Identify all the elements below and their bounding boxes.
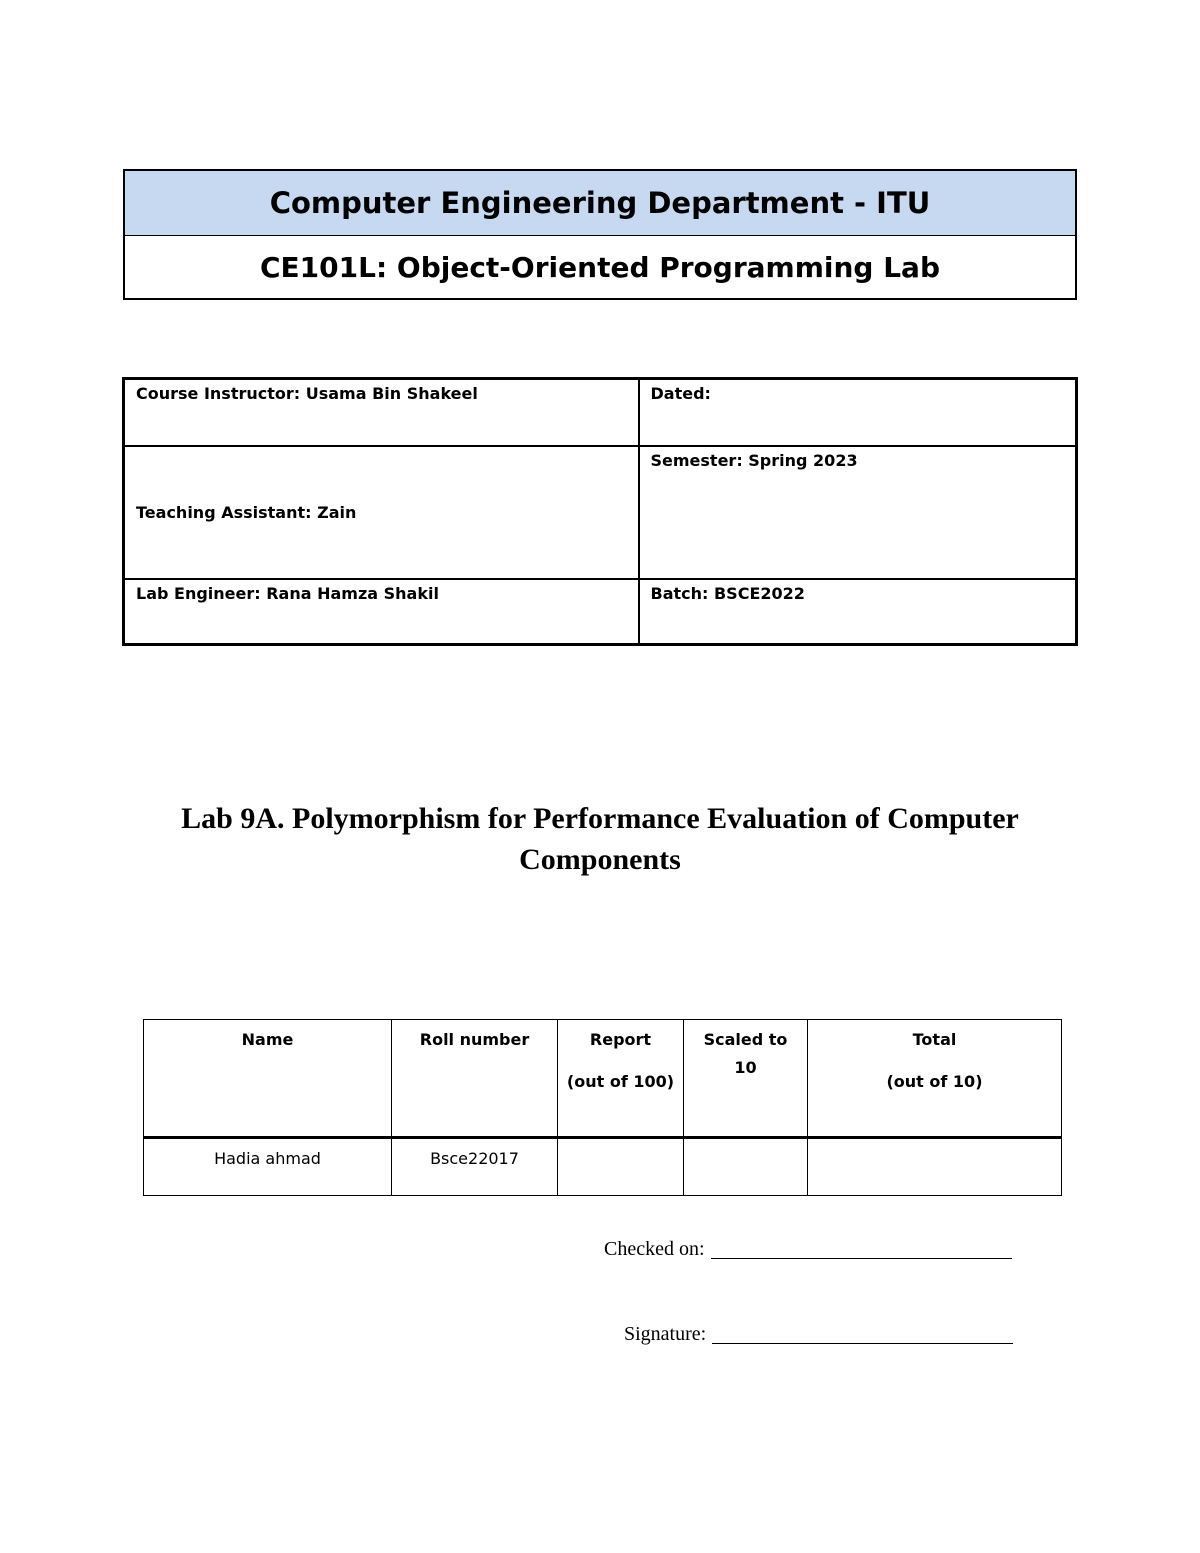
report-cell: [558, 1138, 684, 1196]
scaled-cell: [684, 1138, 808, 1196]
header-name: Name: [144, 1020, 392, 1138]
signature-line: [624, 1323, 1013, 1346]
signature-blank: [712, 1325, 1013, 1344]
info-row: [124, 579, 1077, 645]
dated-cell: Dated:: [639, 379, 1077, 446]
table-row: [144, 1138, 1062, 1196]
student-name-cell: Hadia ahmad: [144, 1138, 392, 1196]
semester-cell: Semester: Spring 2023: [639, 446, 1077, 579]
teaching-assistant-cell: Teaching Assistant: Zain: [124, 446, 639, 579]
batch-cell: Batch: BSCE2022: [639, 579, 1077, 645]
header-total-label: Total: [912, 1030, 957, 1049]
header-report-sub: (out of 100): [566, 1072, 675, 1091]
header-box: [123, 169, 1077, 300]
marks-header-row: [144, 1020, 1062, 1138]
info-row: [124, 446, 1077, 579]
checked-on-line: [604, 1238, 1012, 1261]
header-roll-number: Roll number: [392, 1020, 558, 1138]
department-title: Computer Engineering Department - ITU: [125, 171, 1075, 236]
total-cell: [808, 1138, 1062, 1196]
header-total: [808, 1020, 1062, 1138]
checked-on-blank: [711, 1240, 1012, 1259]
header-report: [558, 1020, 684, 1138]
lab-engineer-cell: Lab Engineer: Rana Hamza Shakil: [124, 579, 639, 645]
header-scaled: Scaled to 10: [684, 1020, 808, 1138]
signature-label: Signature:: [624, 1323, 707, 1345]
info-table: [122, 377, 1078, 646]
roll-number-cell: Bsce22017: [392, 1138, 558, 1196]
header-report-label: Report: [589, 1030, 652, 1049]
checked-on-label: Checked on:: [604, 1238, 705, 1260]
course-title: CE101L: Object-Oriented Programming Lab: [259, 250, 940, 284]
lab-title: Lab 9A. Polymorphism for Performance Evaluation of Computer Components: [181, 802, 1019, 876]
instructor-cell: Course Instructor: Usama Bin Shakeel: [124, 379, 639, 446]
marks-table: [143, 1019, 1062, 1196]
info-row: [124, 379, 1077, 446]
header-total-sub: (out of 10): [886, 1072, 983, 1091]
